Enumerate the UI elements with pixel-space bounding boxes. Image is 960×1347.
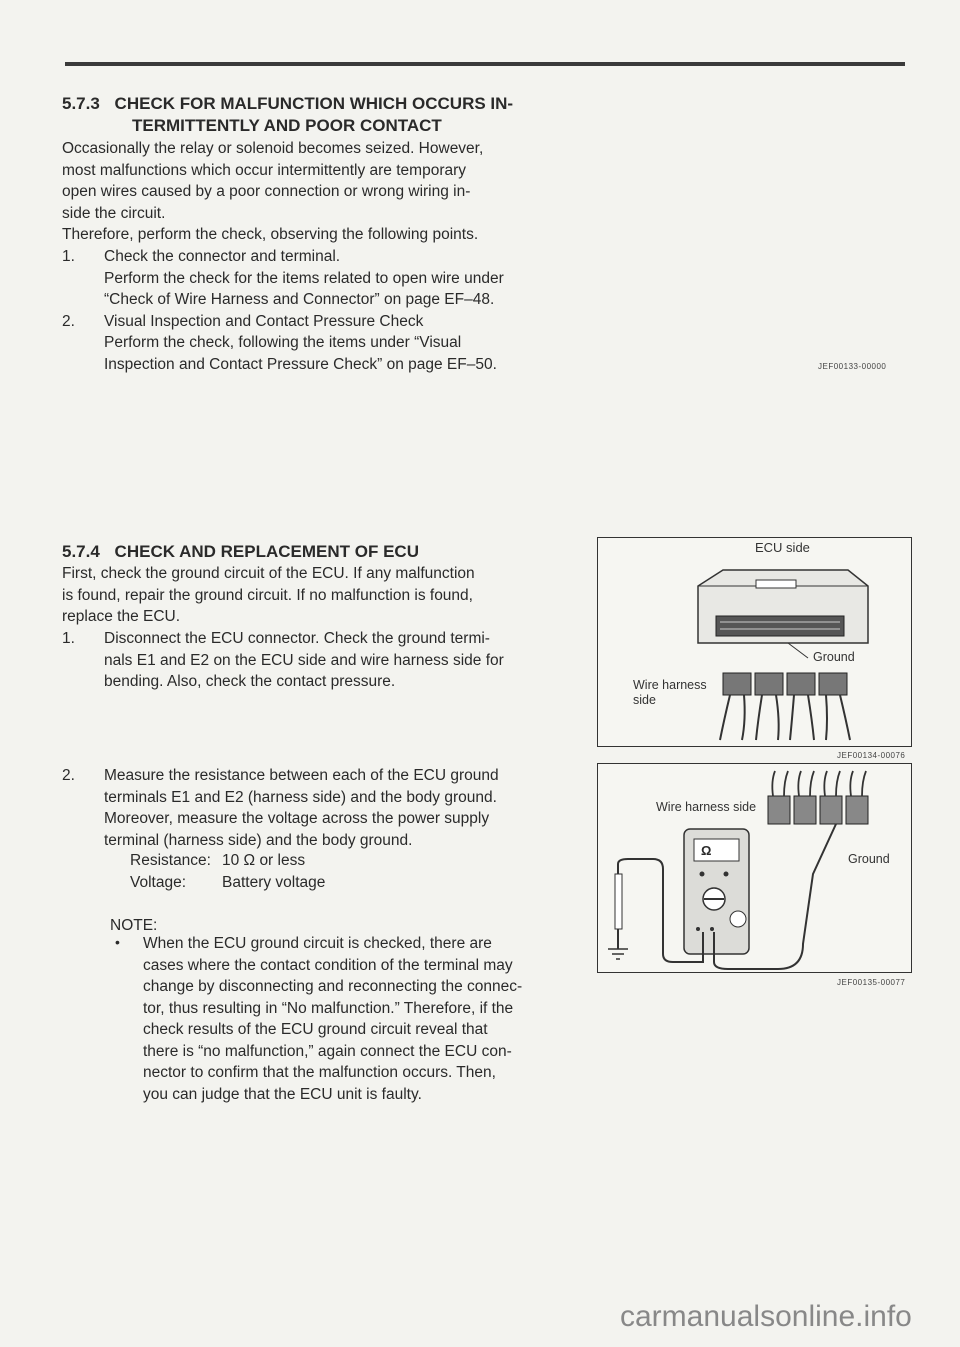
spec-voltage xyxy=(130,872,325,894)
section-5-7-4-item-1 xyxy=(62,628,582,693)
list-line: Moreover, measure the voltage across the power supply xyxy=(104,810,490,827)
note-line: tor, thus resulting in “No malfunction.” Therefore, if the xyxy=(143,999,514,1017)
list-item xyxy=(62,311,582,376)
spec-label: Resistance: xyxy=(130,852,211,869)
spec-value: Battery voltage xyxy=(222,873,326,891)
top-rule xyxy=(65,62,905,66)
list-line: Perform the check, following the items under “Visual xyxy=(104,334,462,351)
note-block xyxy=(110,933,580,1105)
ground-label: Ground xyxy=(813,650,855,664)
list-line: “Check of Wire Harness and Connector” on page EF–48. xyxy=(104,291,495,308)
list-line: nals E1 and E2 on the ECU side and wire harness side for xyxy=(104,651,504,669)
list-line: Perform the check for the items related to open wire under xyxy=(104,269,504,287)
para-line: First, check the ground circuit of the ECU. If any malfunction xyxy=(62,565,475,582)
list-number: 1. xyxy=(62,248,75,265)
spec-value: 10 Ω or less xyxy=(222,852,306,869)
list-item xyxy=(62,765,582,851)
list-line: Disconnect the ECU connector. Check the ground termi- xyxy=(104,630,490,647)
figure-code: JEF00135-00077 xyxy=(837,978,906,987)
note-label: NOTE: xyxy=(110,917,158,934)
ground-label: Ground xyxy=(848,852,890,866)
section-title: CHECK AND REPLACEMENT OF ECU xyxy=(114,542,419,561)
list-line: terminal (harness side) and the body ground. xyxy=(104,831,413,849)
para-line: Occasionally the relay or solenoid becomes seized. However, xyxy=(62,140,484,157)
label-line: Wire harness xyxy=(633,678,707,692)
multimeter-illustration xyxy=(598,764,911,972)
para-line: Therefore, perform the check, observing the following points. xyxy=(62,226,479,243)
ohm-symbol: Ω xyxy=(701,843,712,858)
note-line: cases where the contact condition of the terminal may xyxy=(143,956,513,974)
section-number: 5.7.4 xyxy=(62,542,100,561)
list-number: 2. xyxy=(62,767,75,784)
para-line: is found, repair the ground circuit. If no malfunction is found, xyxy=(62,586,473,604)
figure-ecu-connector xyxy=(597,537,912,747)
para-line: open wires caused by a poor connection or wrong wiring in- xyxy=(62,183,471,200)
list-number: 1. xyxy=(62,630,75,647)
figure-code: JEF00133-00000 xyxy=(818,362,887,371)
section-5-7-4-item-2 xyxy=(62,765,582,851)
section-5-7-3-heading xyxy=(62,93,513,115)
bullet: • xyxy=(115,934,120,950)
list-item xyxy=(62,628,582,693)
label-line: side xyxy=(633,693,656,707)
note-line: change by disconnecting and reconnecting the connec- xyxy=(143,978,523,995)
note-line: check results of the ECU ground circuit reveal that xyxy=(143,1021,488,1038)
figure-measurement xyxy=(597,763,912,973)
section-5-7-4-heading xyxy=(62,541,419,563)
list-item xyxy=(62,246,582,311)
section-title-line1: CHECK FOR MALFUNCTION WHICH OCCURS IN- xyxy=(114,94,514,113)
wire-harness-side-label xyxy=(633,678,707,708)
spec-block xyxy=(130,850,325,893)
list-line: Check the connector and terminal. xyxy=(104,248,341,265)
spec-resistance xyxy=(130,850,325,872)
section-5-7-3-list xyxy=(62,246,582,375)
section-5-7-4-paragraph xyxy=(62,563,572,628)
watermark: carmanualsonline.info xyxy=(620,1300,912,1333)
ecu-side-label: ECU side xyxy=(755,540,810,555)
section-number: 5.7.3 xyxy=(62,94,100,113)
para-line: side the circuit. xyxy=(62,204,166,222)
list-line: Inspection and Contact Pressure Check” on page EF–50. xyxy=(104,355,497,373)
figure-code: JEF00134-00076 xyxy=(837,751,906,760)
note-line: you can judge that the ECU unit is faulty. xyxy=(143,1085,422,1103)
section-title-line2: TERMITTENTLY AND POOR CONTACT xyxy=(132,116,442,135)
note-line: nector to confirm that the malfunction occurs. Then, xyxy=(143,1064,496,1081)
wire-harness-side-label: Wire harness side xyxy=(656,800,757,814)
list-line: Measure the resistance between each of the ECU ground xyxy=(104,767,499,784)
ecu-connector-illustration xyxy=(598,538,911,746)
note-line: When the ECU ground circuit is checked, there are xyxy=(143,935,492,952)
section-5-7-3-paragraph xyxy=(62,138,562,246)
note-line: there is “no malfunction,” again connect the ECU con- xyxy=(143,1042,512,1060)
list-line: bending. Also, check the contact pressure. xyxy=(104,673,396,690)
spec-label: Voltage: xyxy=(130,873,187,891)
list-line: terminals E1 and E2 (harness side) and the body ground. xyxy=(104,788,497,806)
list-number: 2. xyxy=(62,312,75,330)
para-line: most malfunctions which occur intermittently are temporary xyxy=(62,161,467,179)
para-line: replace the ECU. xyxy=(62,608,181,625)
list-line: Visual Inspection and Contact Pressure Check xyxy=(104,312,424,330)
